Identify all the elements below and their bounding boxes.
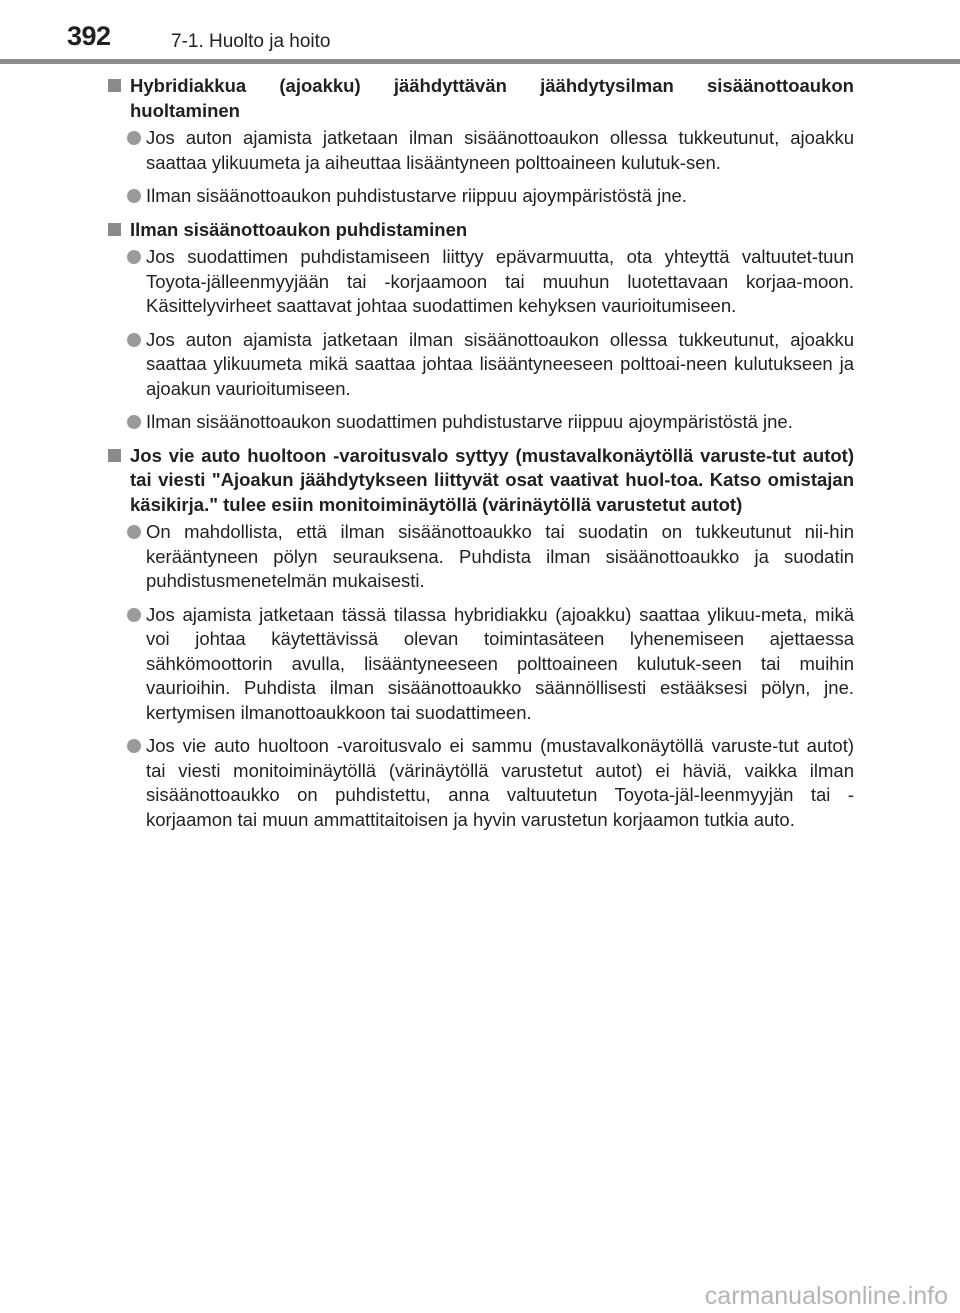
square-bullet-icon — [108, 79, 121, 92]
circle-bullet-icon — [127, 250, 141, 264]
circle-bullet-icon — [127, 333, 141, 347]
circle-bullet-icon — [127, 131, 141, 145]
section-intake-cleaning — [106, 218, 854, 435]
list-item — [106, 328, 854, 402]
list-item-text: Jos auton ajamista jatketaan ilman sisäänottoaukon ollessa tukkeutunut, ajoakku saattaa ylikuumeta ja aiheuttaa lisääntyneen polttoaineen kulutuk-sen. — [146, 127, 854, 173]
content-body — [106, 74, 854, 841]
page-number: 392 — [67, 21, 111, 51]
circle-bullet-icon — [127, 415, 141, 429]
circle-bullet-icon — [127, 525, 141, 539]
list-item-text: Ilman sisäänottoaukon suodattimen puhdistustarve riippuu ajoympäristöstä jne. — [146, 411, 793, 432]
list-item-text: On mahdollista, että ilman sisäänottoaukko tai suodatin on tukkeutunut nii-hin kerääntyneen pölyn seurauksena. Puhdista ilman sisäänottoaukko ja suodatin puhdistusmenetelmän mukaisesti. — [146, 521, 854, 591]
list-item-text: Jos vie auto huoltoon -varoitusvalo ei sammu (mustavalkonäytöllä varuste-tut autot) tai viesti monitoiminäytöllä (värinäytöllä varustetut autot) ei häviä, vaikka ilman sisäänottoaukko on puhdistettu, anna valtuutetun Toyota-jäl-leenmyyjän tai -korjaamon tai muun ammattitaitoisen ja hyvin varustetun korjaamon tutkia auto. — [146, 735, 854, 830]
heading-text: Ilman sisäänottoaukon puhdistaminen — [130, 218, 468, 240]
circle-bullet-icon — [127, 608, 141, 622]
circle-bullet-icon — [127, 189, 141, 203]
header-rule — [0, 59, 960, 64]
square-bullet-icon — [108, 449, 121, 462]
watermark: carmanualsonline.info — [704, 1282, 948, 1310]
list-item — [106, 410, 854, 435]
circle-bullet-icon — [127, 739, 141, 753]
list-item — [106, 734, 854, 832]
heading-text: Jos vie auto huoltoon -varoitusvalo syttyy (mustavalkonäytöllä varuste-tut autot) tai viesti "Ajoakun jäähdytykseen liittyvät osat vaativat huol-toa. Katso omistajan käsikirja." tulee esiin monitoiminäytöllä (värinäytöllä varustetut autot) — [130, 444, 854, 515]
list-item-text: Jos suodattimen puhdistamiseen liittyy epävarmuutta, ota yhteyttä valtuutet-tuun Toyota-jälleenmyyjään tai -korjaamoon tai muuhun luotettavaan korjaa-moon. Käsittelyvirheet saattavat johtaa suodattimen kehyksen vaurioitumiseen. — [146, 246, 854, 316]
section-intake-maintenance — [106, 74, 854, 209]
list-item — [106, 520, 854, 594]
list-item — [106, 245, 854, 319]
list-item — [106, 126, 854, 175]
list-item-text: Jos ajamista jatketaan tässä tilassa hybridiakku (ajoakku) saattaa ylikuu-meta, mikä voi johtaa käytettävissä olevan toimintasäteen lyhenemiseen ajettaessa sähkömoottorin avulla, lisääntyneeseen polttoaineen kulutuk-seen tai muihin vaurioihin. Puhdista ilman sisäänottoaukko säännöllisesti estääksesi pölyn, jne. kertymisen ilmanottoaukkoon tai suodattimeen. — [146, 603, 854, 723]
list-item — [106, 603, 854, 726]
section-heading — [106, 444, 854, 518]
section-heading — [106, 218, 854, 243]
list-item-text: Jos auton ajamista jatketaan ilman sisäänottoaukon ollessa tukkeutunut, ajoakku saattaa ylikuumeta mikä saattaa johtaa lisääntyneeseen polttoai-neen kulutukseen ja ajoakun vaurioitumiseen. — [146, 328, 854, 399]
list-item-text: Ilman sisäänottoaukon puhdistustarve riippuu ajoympäristöstä jne. — [146, 185, 687, 206]
section-warning-light — [106, 444, 854, 833]
list-item — [106, 184, 854, 209]
section-title: 7-1. Huolto ja hoito — [171, 31, 331, 52]
square-bullet-icon — [108, 223, 121, 236]
page-header — [0, 0, 960, 64]
section-heading — [106, 74, 854, 123]
heading-text: Hybridiakkua (ajoakku) jäähdyttävän jäähdytysilman sisäänottoaukon huoltaminen — [130, 75, 854, 121]
